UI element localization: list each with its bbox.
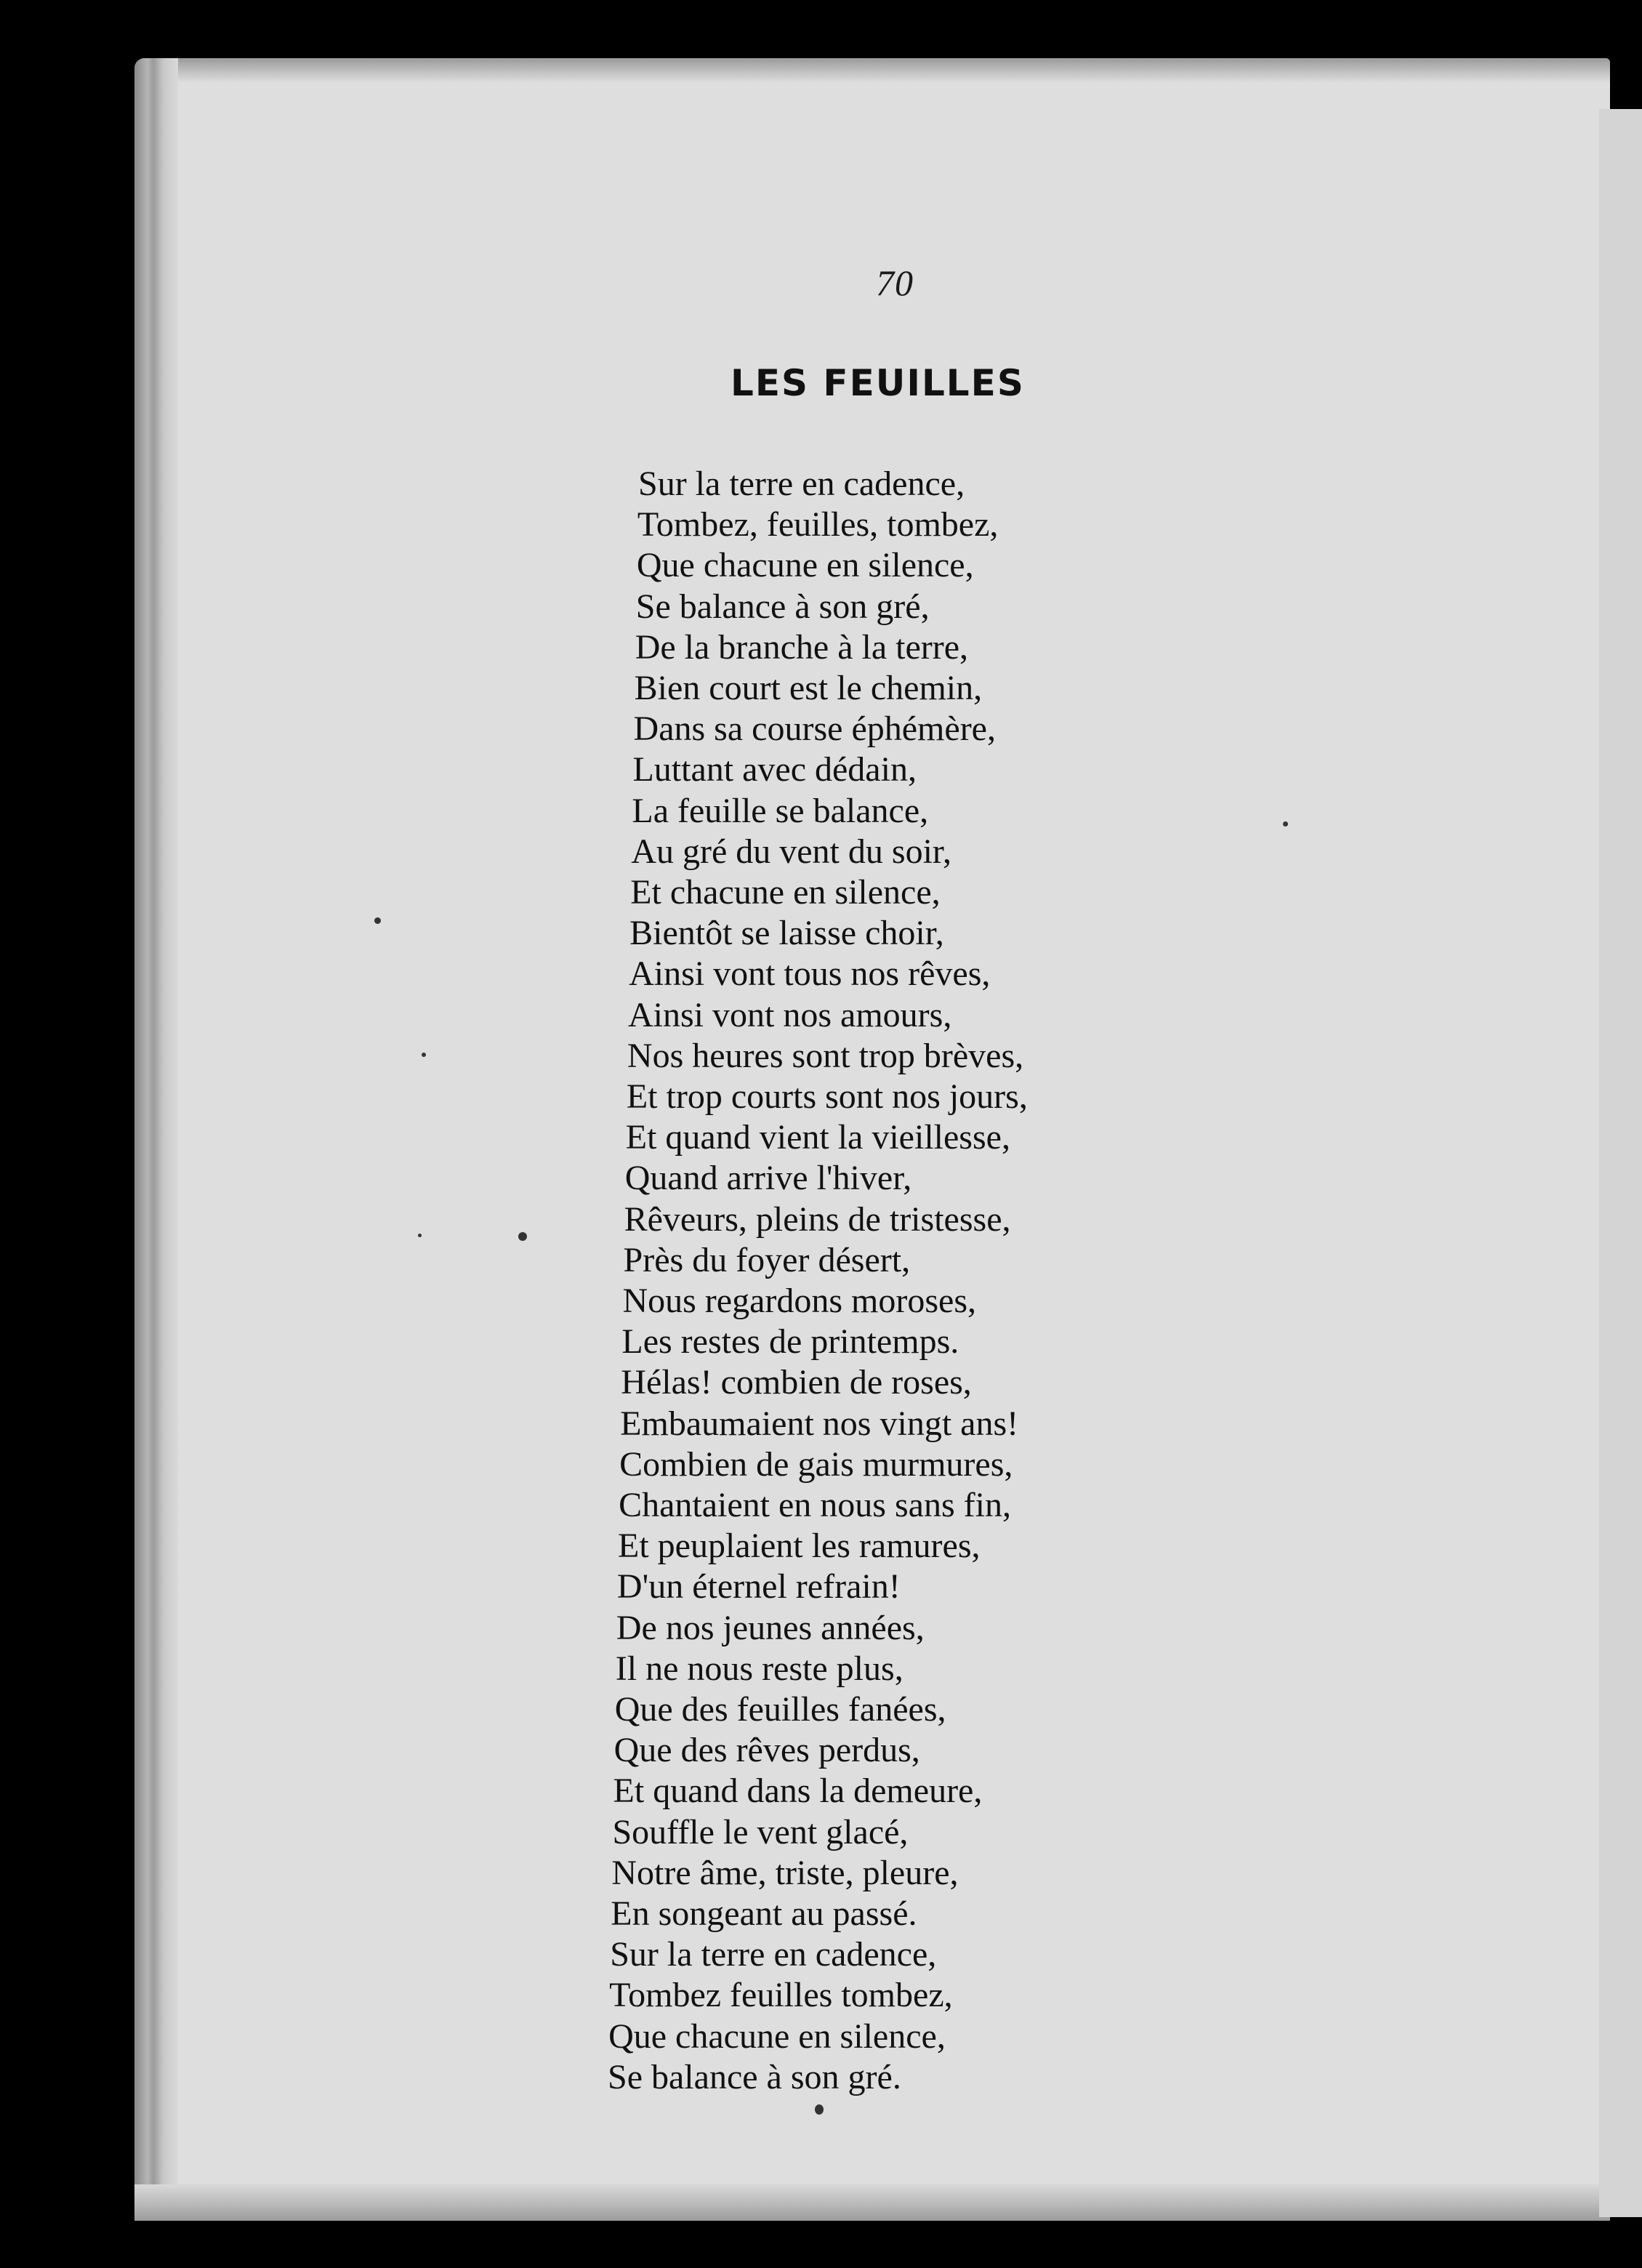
speck [815,2104,824,2115]
poem-line: Quand arrive l'hiver, [624,1159,912,1198]
poem-line: Se balance à son gré. [608,2057,901,2096]
poem-line: Nous regardons moroses, [622,1282,977,1320]
poem-line: Et quand vient la vieillesse, [625,1118,1010,1157]
poem-line: De nos jeunes années, [616,1608,925,1647]
poem-line: D'un éternel refrain! [616,1567,901,1606]
poem-line: Sur la terre en cadence, [610,1935,937,1974]
poem-line: Ainsi vont tous nos rêves, [629,954,991,994]
poem-line: Il ne nous reste plus, [615,1649,903,1688]
poem-line: Embaumaient nos vingt ans! [620,1404,1019,1443]
speck [418,1234,422,1237]
poem-line: Tombez feuilles tombez, [609,1976,953,2015]
poem-line: Que chacune en silence, [608,2016,946,2056]
poem-line: Notre âme, triste, pleure, [611,1853,959,1892]
poem-line: Chantaient en nous sans fin, [619,1486,1011,1524]
poem-line: La feuille se balance, [632,791,929,830]
poem-line: Rêveurs, pleins de tristesse, [624,1199,1011,1239]
poem-line: Se balance à son gré, [635,587,930,626]
poem-line: Que chacune en silence, [636,546,974,585]
poem-line: Bien court est le chemin, [634,669,983,707]
poem-line: Au gré du vent du soir, [631,832,951,871]
poem-line: En songeant au passé. [611,1894,917,1933]
poem-line: Luttant avec dédain, [632,750,917,789]
page-number: 70 [876,262,914,303]
adjacent-page-edge [1599,109,1642,2217]
poem-line: Sur la terre en cadence, [638,465,965,503]
poem-line: Ainsi vont nos amours, [628,995,952,1034]
poem-line: De la branche à la terre, [635,627,969,667]
poem-line: Tombez, feuilles, tombez, [637,505,999,544]
speck [374,917,381,924]
poem-line: Nos heures sont trop brèves, [627,1036,1024,1075]
page-edge-left [134,58,178,2221]
poem-line: Près du foyer désert, [623,1240,911,1279]
poem-line: Que des rêves perdus, [613,1731,920,1770]
speck [422,1053,426,1057]
poem-line: Hélas! combien de roses, [621,1363,972,1402]
poem-line: Les restes de printemps. [621,1322,959,1362]
poem-line: Que des feuilles fanées, [614,1690,946,1729]
page-edge-top [134,58,1610,83]
poem-line: Et quand dans la demeure, [613,1772,983,1811]
poem-line: Dans sa course éphémère, [633,709,996,749]
speck [1283,821,1288,827]
poem-line: Et peuplaient les ramures, [618,1527,981,1566]
poem-line: Et trop courts sont nos jours, [626,1077,1028,1116]
page-edge-bottom [134,2184,1610,2221]
poem-line: Et chacune en silence, [630,873,941,912]
speck [518,1232,527,1241]
poem-title: LES FEUILLES [731,362,1025,404]
poem-line: Bientôt se laisse choir, [629,914,944,953]
poem-line: Combien de gais murmures, [619,1444,1013,1484]
poem-line: Souffle le vent glacé, [612,1812,909,1851]
